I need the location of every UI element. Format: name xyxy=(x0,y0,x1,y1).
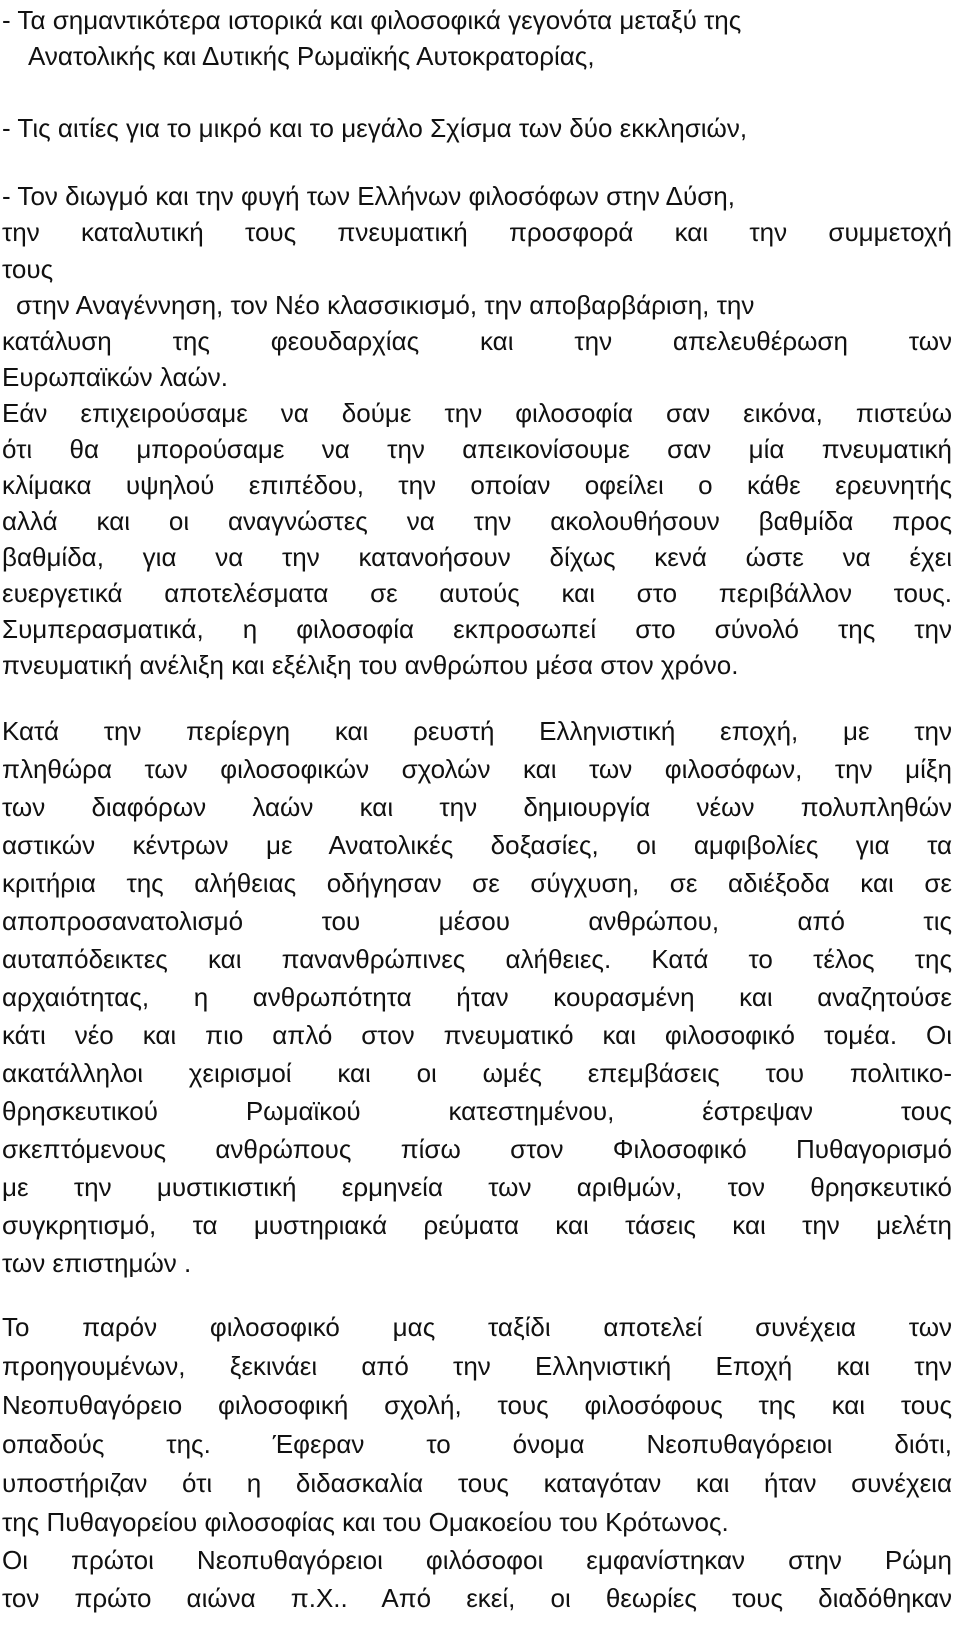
text-line: πληθώρα των φιλοσοφικών σχολών και των φιλοσόφων, την μίξη xyxy=(2,754,952,784)
text-line: στην Αναγέννηση, τον Νέο κλασσικισμό, την αποβαρβάριση, την xyxy=(16,290,755,320)
text-line: Ευρωπαϊκών λαών. xyxy=(2,362,229,392)
text-line: της Πυθαγορείου φιλοσοφίας και του Ομακοείου του Κρότωνος. xyxy=(2,1507,729,1537)
text-line: βαθμίδα, για να την κατανοήσουν δίχως κενά ώστε να έχει xyxy=(2,542,952,572)
text-line: Ανατολικής και Δυτικής Ρωμαϊκής Αυτοκρατορίας, xyxy=(28,41,595,71)
text-line: υποστήριζαν ότι η διδασκαλία τους καταγόταν και ήταν συνέχεια xyxy=(2,1468,952,1498)
text-line: Νεοπυθαγόρειο φιλοσοφική σχολή, τους φιλοσόφους της και τους xyxy=(2,1390,952,1420)
text-line: θρησκευτικού Ρωμαϊκού κατεστημένου, έστρεψαν τους xyxy=(2,1096,952,1126)
text-line: αστικών κέντρων με Ανατολικές δοξασίες, οι αμφιβολίες για τα xyxy=(2,830,952,860)
text-line: σκεπτόμενους ανθρώπους πίσω στον Φιλοσοφικό Πυθαγορισμό xyxy=(2,1134,952,1164)
text-line: αρχαιότητας, η ανθρωπότητα ήταν κουρασμένη και αναζητούσε xyxy=(2,982,952,1012)
text-line: Εάν επιχειρούσαμε να δούμε την φιλοσοφία σαν εικόνα, πιστεύω xyxy=(2,398,952,428)
text-line: - Τις αιτίες για το μικρό και το μεγάλο Σχίσμα των δύο εκκλησιών, xyxy=(2,113,748,143)
text-line: αποπροσανατολισμό του μέσου ανθρώπου, από τις xyxy=(2,906,952,936)
text-line: - Τα σημαντικότερα ιστορικά και φιλοσοφικά γεγονότα μεταξύ της xyxy=(2,5,742,35)
text-line: συγκρητισμό, τα μυστηριακά ρεύματα και τάσεις και την μελέτη xyxy=(2,1210,952,1240)
text-line: ότι θα μπορούσαμε να την απεικονίσουμε σαν μία πνευματική xyxy=(2,434,952,464)
text-line: κριτήρια της αλήθειας οδήγησαν σε σύγχυση, σε αδιέξοδα και σε xyxy=(2,868,952,898)
text-line: αλλά και οι αναγνώστες να την ακολουθήσουν βαθμίδα προς xyxy=(2,506,952,536)
text-line: την καταλυτική τους πνευματική προσφορά και την συμμετοχή xyxy=(2,217,952,247)
text-line: προηγουμένων, ξεκινάει από την Ελληνιστική Εποχή και την xyxy=(2,1351,952,1381)
text-line: τον πρώτο αιώνα π.Χ.. Από εκεί, οι θεωρίες τους διαδόθηκαν xyxy=(2,1583,952,1613)
text-line: ακατάλληλοι χειρισμοί και οι ωμές επεμβάσεις του πολιτικο- xyxy=(2,1058,952,1088)
text-line: Οι πρώτοι Νεοπυθαγόρειοι φιλόσοφοι εμφανίστηκαν στην Ρώμη xyxy=(2,1545,952,1575)
text-line: των επιστημών . xyxy=(2,1248,192,1278)
text-line: τους xyxy=(2,254,54,284)
text-line: κάτι νέο και πιο απλό στον πνευματικό και φιλοσοφικό τομέα. Οι xyxy=(2,1020,952,1050)
text-line: Συμπερασματικά, η φιλοσοφία εκπροσωπεί στο σύνολό της την xyxy=(2,614,952,644)
text-line: - Τον διωγμό και την φυγή των Ελλήνων φιλοσόφων στην Δύση, xyxy=(2,181,735,211)
text-line: Το παρόν φιλοσοφικό μας ταξίδι αποτελεί συνέχεια των xyxy=(2,1312,952,1342)
text-line: κατάλυση της φεουδαρχίας και την απελευθέρωση των xyxy=(2,326,952,356)
text-line: ευεργετικά αποτελέσματα σε αυτούς και στο περιβάλλον τους. xyxy=(2,578,952,608)
text-line: Κατά την περίεργη και ρευστή Ελληνιστική εποχή, με την xyxy=(2,716,952,746)
text-line: των διαφόρων λαών και την δημιουργία νέων πολυπληθών xyxy=(2,792,952,822)
text-line: με την μυστικιστική ερμηνεία των αριθμών, τον θρησκευτικό xyxy=(2,1172,952,1202)
text-line: πνευματική ανέλιξη και εξέλιξη του ανθρώπου μέσα στον χρόνο. xyxy=(2,650,739,680)
text-line: κλίμακα υψηλού επιπέδου, την οποίαν οφείλει ο κάθε ερευνητής xyxy=(2,470,952,500)
text-line: οπαδούς της. Έφεραν το όνομα Νεοπυθαγόρειοι διότι, xyxy=(2,1429,952,1459)
text-line: αυταπόδεικτες και πανανθρώπινες αλήθειες. Κατά το τέλος της xyxy=(2,944,952,974)
